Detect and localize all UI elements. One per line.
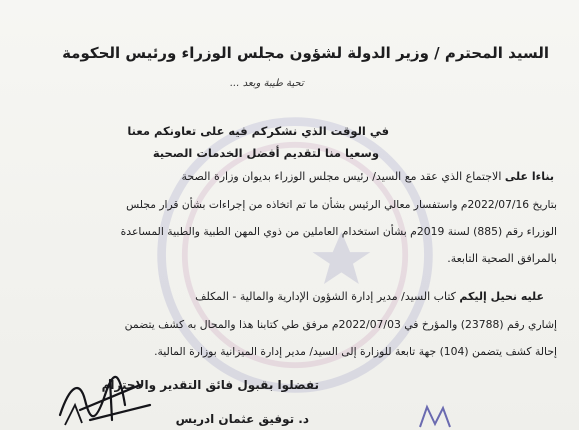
handwritten-signature (50, 365, 160, 430)
greeting-text: تحية طيبة وبعد ... (230, 78, 304, 89)
paragraph-1-line-4: بالمرافق الصحية التابعة. (447, 252, 557, 265)
paragraph-1-line-1 (182, 170, 555, 183)
paragraph-1-line-1-text: الاجتماع الذي عقد مع السيد/ رئيس مجلس الوزراء بديوان وزارة الصحة (181, 170, 505, 183)
paragraph-1-lead: بناءا على (504, 170, 554, 183)
closing-text: تفضلوا بقبول فائق التقدير والاحترام (101, 378, 319, 392)
paragraph-2-line-2: إشاري رقم (23788) والمؤرخ في 2022/07/03م مرفق طي كتابنا هذا والمحال به كشف يتضمن (124, 318, 557, 331)
stamp-fragment (415, 402, 455, 430)
intro-line-2: وسعيا منا لتقديم أفضل الخدمات الصحية (152, 146, 379, 160)
intro-line-1: في الوقت الذي نشكركم فيه على تعاونكم معنا (127, 124, 389, 138)
paragraph-2-line-1 (195, 290, 544, 303)
paragraph-2-line-3: إحالة كشف يتضمن (104) جهة تابعة للوزارة إلى السيد/ مدير إدارة الميزانية بوزارة المالية. (154, 345, 557, 358)
recipient-heading: السيد المحترم / وزير الدولة لشؤون مجلس الوزراء ورئيس الحكومة (62, 44, 549, 62)
signer-name: د. توفيق عثمان ادريس (175, 412, 309, 426)
paragraph-2-line-1-text: كتاب السيد/ مدير إدارة الشؤون الإدارية والمالية - المكلف (195, 290, 460, 303)
paragraph-1-line-2: بتاريخ 2022/07/16م واستفسار معالي الرئيس بشأن ما تم اتخاذه من إجراءات بشأن قرار مجلس (126, 198, 557, 211)
paragraph-1-line-3: الوزراء رقم (885) لسنة 2019م بشأن استخدام العاملين من ذوي المهن الطبية والطبية المساعدة (120, 225, 557, 238)
paragraph-2-lead: عليه نحيل إليكم (459, 290, 544, 303)
